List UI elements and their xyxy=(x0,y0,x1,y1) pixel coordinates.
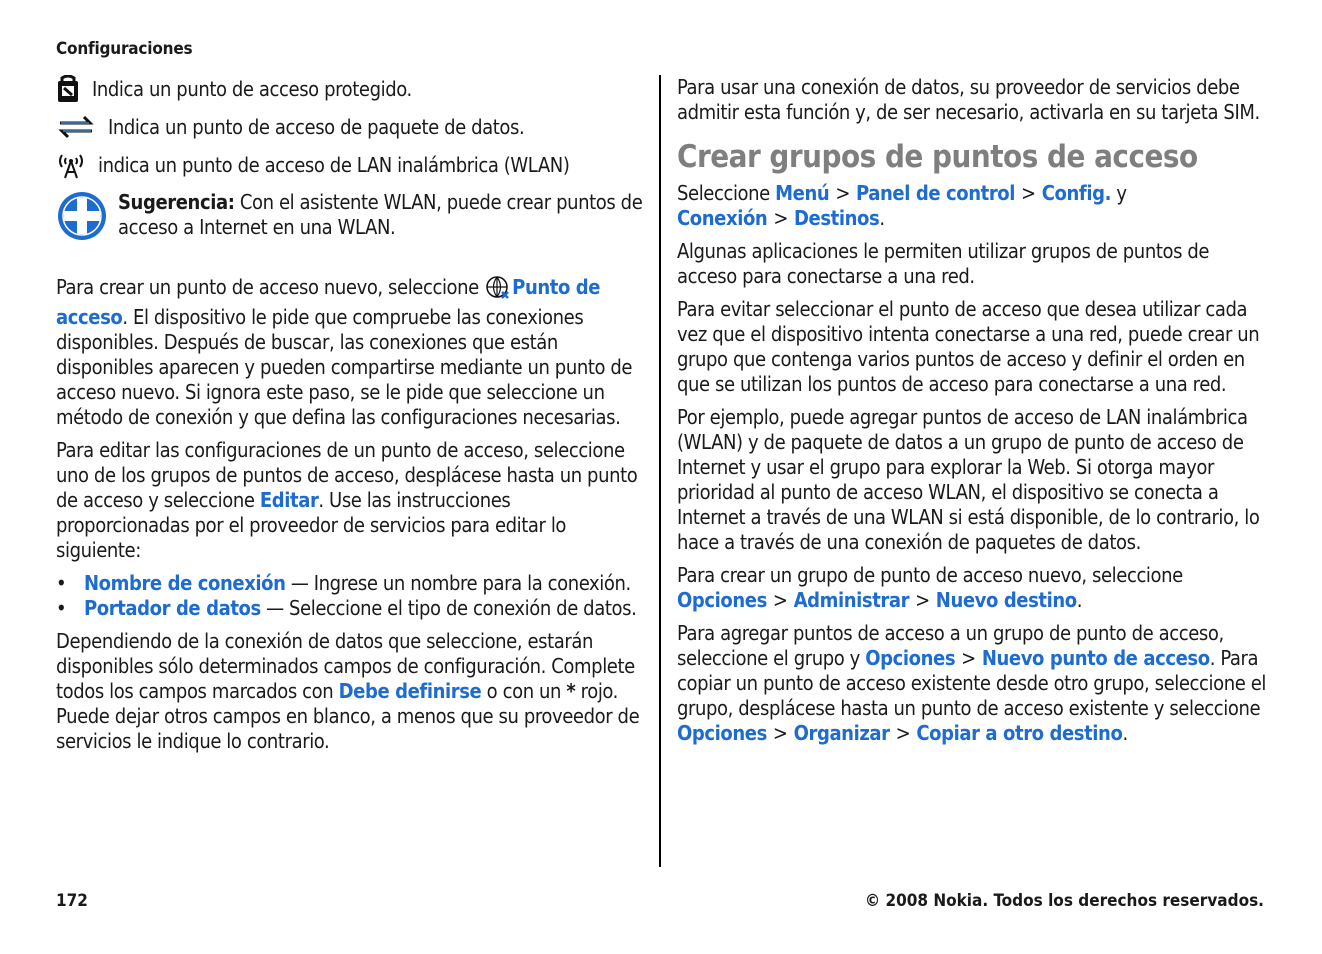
link-destinos[interactable]: Destinos xyxy=(794,206,880,230)
paragraph-create-access-point: Para crear un punto de acceso nuevo, seleccione Punto de acceso. El dispositivo le pide que compruebe las conexiones disponibles. Después de buscar, las conexiones que están disponibles aparecen y pueden compartirse mediante un punto de acceso nuevo. Si ignora este paso, se le pide que seleccione un método de conexión y que defina las configuraciones necesarias. xyxy=(56,275,633,429)
link-config[interactable]: Config. xyxy=(1041,181,1112,205)
link-organizar[interactable]: Organizar xyxy=(793,721,890,745)
link-conexion[interactable]: Conexión xyxy=(677,206,768,230)
paragraph-navigation-path: Seleccione Menú > Panel de control > Config. y Conexión > Destinos. xyxy=(677,181,1127,230)
link-punto-de-acceso[interactable]: Punto de acceso xyxy=(56,275,601,329)
link-nuevo-punto-de-acceso[interactable]: Nuevo punto de acceso xyxy=(981,646,1210,670)
list-item: • Nombre de conexión — Ingrese un nombre para la conexión. xyxy=(56,571,648,596)
link-nuevo-destino[interactable]: Nuevo destino xyxy=(935,588,1077,612)
icon-legend-protected xyxy=(56,75,648,103)
page-number: 172 xyxy=(56,891,88,911)
paragraph-create-group: Para crear un grupo de punto de acceso nuevo, seleccione Opciones > Administrar > Nuevo destino. xyxy=(677,563,1183,612)
link-menu[interactable]: Menú xyxy=(775,181,830,205)
left-column xyxy=(56,75,648,762)
tip-box xyxy=(56,190,648,248)
link-administrar[interactable]: Administrar xyxy=(793,588,910,612)
link-opciones[interactable]: Opciones xyxy=(677,721,767,745)
wlan-access-point-icon xyxy=(56,151,86,179)
legend-text: indica un punto de acceso de LAN inalámbrica (WLAN) xyxy=(98,152,570,177)
link-opciones[interactable]: Opciones xyxy=(865,646,956,670)
link-opciones[interactable]: Opciones xyxy=(677,588,767,612)
column-divider xyxy=(659,75,661,867)
icon-legend-wlan xyxy=(56,151,648,179)
link-copiar-a-otro-destino[interactable]: Copiar a otro destino xyxy=(916,721,1123,745)
paragraph-example: Por ejemplo, puede agregar puntos de acceso de LAN inalámbrica (WLAN) y de paquete de datos a un grupo de punto de acceso de Internet y usar el grupo para explorar la Web. Si otorga mayor prioridad al punto de acceso WLAN, el dispositivo se conecta a Internet a través de una WLAN si está disponible, de lo contrario, lo hace a través de una conexión de paquetes de datos. xyxy=(677,405,1260,554)
settings-list xyxy=(56,571,648,621)
running-head: Configuraciones xyxy=(56,39,193,59)
link-nombre-de-conexion[interactable]: Nombre de conexión xyxy=(84,571,286,595)
link-debe-definirse[interactable]: Debe definirse xyxy=(338,679,482,703)
icon-legend-packet-data xyxy=(56,114,648,140)
tip-label: Sugerencia: xyxy=(118,190,235,214)
section-heading: Crear grupos de puntos de acceso xyxy=(677,139,1198,175)
legend-text: Indica un punto de acceso protegido. xyxy=(92,76,412,101)
link-panel-de-control[interactable]: Panel de control xyxy=(856,181,1016,205)
paragraph-required-fields: Dependiendo de la conexión de datos que seleccione, estarán disponibles sólo determinados campos de configuración. Complete todos los campos marcados con Debe definirse o con un * rojo. Puede dejar otros campos en blanco, a menos que su proveedor de servicios le indique lo contrario. xyxy=(56,629,640,753)
paragraph-apps-groups: Algunas aplicaciones le permiten utilizar grupos de puntos de acceso para conectarse a una red. xyxy=(677,239,1210,288)
access-point-globe-icon xyxy=(484,275,510,305)
right-column xyxy=(677,75,1269,754)
packet-data-access-point-icon xyxy=(56,114,96,140)
tip-text xyxy=(118,190,648,248)
paragraph-avoid-selecting: Para evitar seleccionar el punto de acceso que desea utilizar cada vez que el dispositivo intenta conectarse a una red, puede crear un grupo que contenga varios puntos de acceso y definir el orden en que se utilizan los puntos de acceso para conectarse a una red. xyxy=(677,297,1260,396)
protected-access-point-icon xyxy=(56,75,80,103)
link-editar[interactable]: Editar xyxy=(259,488,319,512)
paragraph-add-access-points: Para agregar puntos de acceso a un grupo de punto de acceso, seleccione el grupo y Opciones > Nuevo punto de acceso. Para copiar un punto de acceso existente desde otro grupo, seleccione el grupo, desplácese hasta un punto de acceso existente y seleccione Opciones > Organizar > Copiar a otro destino. xyxy=(677,621,1266,745)
paragraph-data-connection: Para usar una conexión de datos, su proveedor de servicios debe admitir esta función y, de ser necesario, activarla en su tarjeta SIM. xyxy=(677,75,1260,124)
red-asterisk: * xyxy=(566,679,576,703)
copyright: © 2008 Nokia. Todos los derechos reservados. xyxy=(864,891,1264,911)
tip-plus-icon xyxy=(56,190,108,248)
paragraph-edit-access-point: Para editar las configuraciones de un punto de acceso, seleccione uno de los grupos de puntos de acceso, desplácese hasta un punto de acceso y seleccione Editar. Use las instrucciones proporcionadas por el proveedor de servicios para editar lo siguiente: xyxy=(56,438,638,562)
tip-body: Con el asistente WLAN, puede crear puntos de acceso a Internet en una WLAN. xyxy=(118,190,643,239)
link-portador-de-datos[interactable]: Portador de datos xyxy=(84,596,261,620)
list-item: • Portador de datos — Seleccione el tipo de conexión de datos. xyxy=(56,596,648,621)
legend-text: Indica un punto de acceso de paquete de datos. xyxy=(108,114,525,139)
